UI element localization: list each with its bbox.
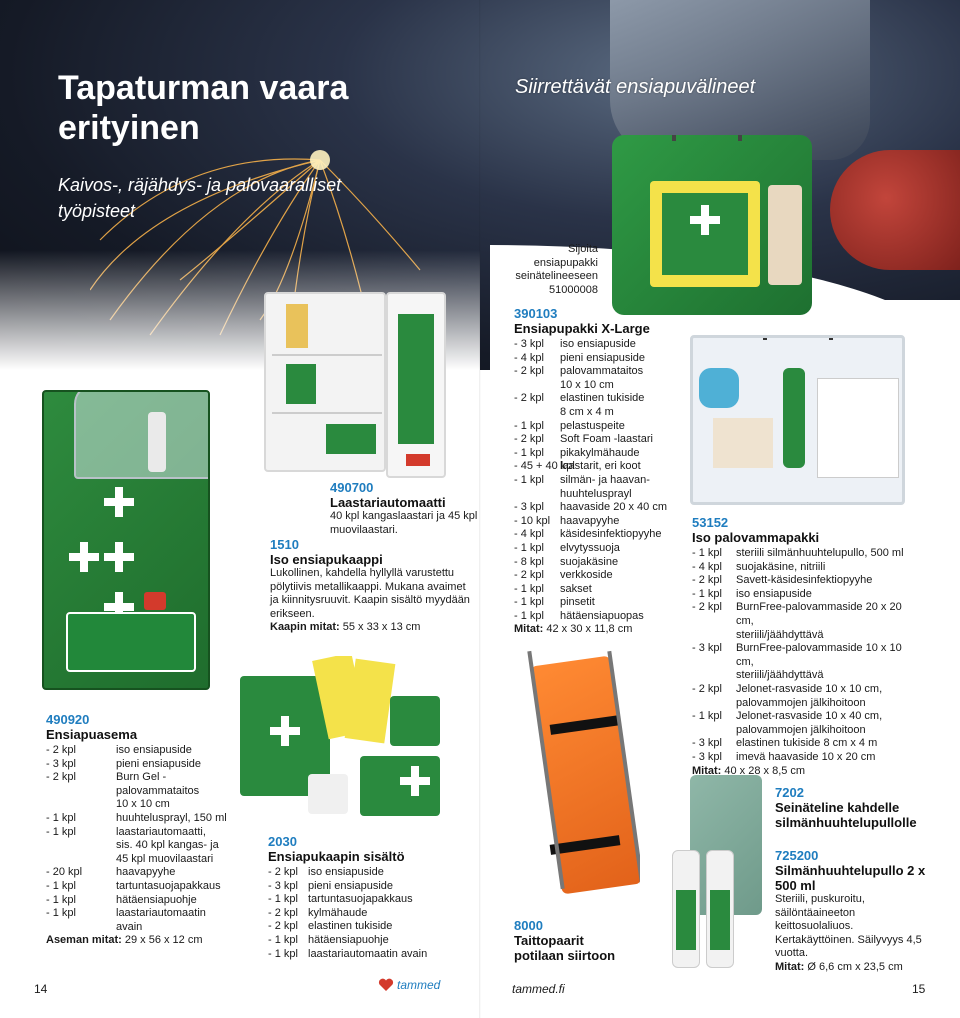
item-quantity: - 2 kpl bbox=[692, 601, 722, 614]
contents-item bbox=[514, 406, 684, 420]
contents-item bbox=[514, 379, 684, 393]
contents-item bbox=[514, 365, 684, 379]
size-label: Mitat: bbox=[514, 623, 544, 636]
item-description: tartuntasuojapakkaus bbox=[116, 879, 221, 892]
item-quantity: - 3 kpl bbox=[692, 750, 722, 763]
item-description: huuhtelusprayl, 150 ml bbox=[116, 811, 227, 824]
contents-item bbox=[46, 758, 236, 772]
product-description: Steriili, puskuroitu, säilöntäaineeton keittosuolaliuos. Kertakäyttöinen. Säilyvyys 4,5 vuotta. bbox=[775, 893, 922, 960]
caption-line: 51000008 bbox=[549, 283, 598, 296]
eyewash-bottles-image bbox=[668, 850, 738, 970]
item-description: pieni ensiapuside bbox=[308, 879, 394, 892]
item-quantity: - 1 kpl bbox=[514, 419, 544, 432]
welder-glove-image bbox=[830, 150, 960, 270]
product-name: Iso palovammapakki bbox=[692, 530, 820, 545]
item-description: avain bbox=[116, 920, 143, 933]
heart-icon bbox=[378, 978, 394, 992]
contents-item bbox=[514, 569, 684, 583]
item-description: laastariautomaatin bbox=[116, 907, 206, 920]
contents-item bbox=[692, 669, 922, 683]
product-name: Laastariautomaatti bbox=[330, 495, 446, 510]
contents-item bbox=[514, 515, 684, 529]
product-code: 8000 bbox=[514, 918, 543, 933]
product-size bbox=[692, 765, 922, 779]
item-quantity: - 1 kpl bbox=[692, 587, 722, 600]
item-quantity: - 3 kpl bbox=[692, 737, 722, 750]
item-description: haavapyyhe bbox=[560, 514, 620, 527]
contents-item bbox=[514, 528, 684, 542]
item-description: haavapyyhe bbox=[116, 866, 176, 879]
contents-item bbox=[46, 839, 236, 853]
item-quantity: - 4 kpl bbox=[514, 351, 544, 364]
item-quantity: - 1 kpl bbox=[268, 933, 298, 946]
item-quantity: - 1 kpl bbox=[514, 582, 544, 595]
item-description: haavaside 20 x 40 cm bbox=[560, 501, 668, 514]
item-quantity: - 2 kpl bbox=[268, 906, 298, 919]
item-description: BurnFree-palovammaside 20 x 20 cm, bbox=[736, 601, 902, 627]
contents-item bbox=[268, 934, 468, 948]
burn-care-kit-image bbox=[690, 335, 905, 505]
contents-item bbox=[46, 880, 236, 894]
contents-list bbox=[514, 338, 684, 623]
contents-item bbox=[514, 596, 684, 610]
item-description: BurnFree-palovammaside 10 x 10 cm, bbox=[736, 642, 902, 668]
item-description: sakset bbox=[560, 582, 592, 595]
item-quantity bbox=[692, 697, 736, 711]
product-390103 bbox=[514, 306, 684, 637]
item-quantity: - 1 kpl bbox=[514, 473, 544, 486]
item-quantity: - 2 kpl bbox=[268, 866, 298, 878]
size-value: 55 x 33 x 13 cm bbox=[342, 621, 421, 634]
item-description: laastariautomaatti, bbox=[116, 825, 206, 838]
item-description: iso ensiapuside bbox=[116, 744, 192, 756]
item-quantity: - 2 kpl bbox=[692, 574, 722, 587]
item-description: 45 kpl muovilaastari bbox=[116, 852, 214, 865]
item-quantity: - 1 kpl bbox=[46, 825, 76, 838]
contents-item bbox=[46, 798, 236, 812]
product-code: 490920 bbox=[46, 712, 90, 727]
item-description: elastinen tukiside bbox=[560, 392, 645, 405]
item-quantity: - 10 kpl bbox=[514, 514, 551, 527]
item-description: Jelonet-rasvaside 10 x 10 cm, bbox=[736, 682, 883, 695]
item-description: hätäensiapuopas bbox=[560, 609, 644, 622]
wall-bracket-caption bbox=[510, 243, 598, 297]
item-description: Soft Foam -laastari bbox=[560, 433, 653, 446]
item-description: käsidesinfektiopyyhe bbox=[560, 528, 662, 541]
contents-item bbox=[692, 588, 922, 602]
product-size bbox=[514, 623, 684, 637]
contents-item bbox=[514, 338, 684, 352]
item-quantity: - 3 kpl bbox=[514, 501, 544, 514]
product-2030 bbox=[268, 834, 468, 961]
contents-item bbox=[514, 433, 684, 447]
item-description: Burn Gel -palovammataitos bbox=[116, 771, 200, 797]
size-label: Aseman mitat: bbox=[46, 934, 122, 947]
item-quantity bbox=[514, 379, 560, 393]
item-description: verkkoside bbox=[560, 569, 613, 582]
product-code: 725200 bbox=[775, 848, 819, 863]
item-quantity bbox=[46, 921, 116, 935]
item-quantity: - 2 kpl bbox=[514, 433, 544, 446]
contents-item bbox=[46, 907, 236, 921]
contents-item bbox=[268, 907, 468, 921]
item-description: suojakäsine, nitriili bbox=[736, 560, 826, 573]
item-quantity: - 1 kpl bbox=[692, 710, 722, 723]
size-value: Ø 6,6 cm x 23,5 cm bbox=[807, 960, 903, 973]
item-description: palovammataitos bbox=[560, 365, 644, 378]
size-label: Mitat: bbox=[775, 960, 805, 973]
item-description: tartuntasuojapakkaus bbox=[308, 893, 413, 906]
contents-item bbox=[514, 501, 684, 515]
item-description: imevä haavaside 10 x 20 cm bbox=[736, 750, 876, 763]
item-description: palovammojen jälkihoitoon bbox=[736, 723, 866, 736]
item-description: hätäensiapuohje bbox=[308, 933, 389, 946]
product-name: Ensiapukaapin sisältö bbox=[268, 849, 405, 864]
contents-item bbox=[692, 724, 922, 738]
product-name: Silmänhuuhtelupullo 2 x 500 ml bbox=[775, 863, 926, 893]
item-quantity bbox=[514, 406, 560, 420]
item-description: sis. 40 kpl kangas- ja bbox=[116, 839, 219, 852]
item-quantity: - 1 kpl bbox=[514, 541, 544, 554]
first-aid-station-image bbox=[42, 390, 210, 690]
contents-item bbox=[692, 601, 922, 628]
contents-item bbox=[514, 542, 684, 556]
product-name: Ensiapupakki X-Large bbox=[514, 321, 650, 336]
item-description: iso ensiapuside bbox=[736, 587, 812, 600]
item-description: elastinen tukiside bbox=[308, 920, 393, 933]
item-quantity bbox=[692, 724, 736, 738]
logo-text: tammed bbox=[397, 978, 441, 992]
item-quantity: - 1 kpl bbox=[46, 879, 76, 892]
contents-item bbox=[46, 921, 236, 935]
contents-item bbox=[268, 920, 468, 934]
product-name: Iso ensiapukaappi bbox=[270, 552, 383, 567]
product-code: 1510 bbox=[270, 537, 299, 552]
item-quantity: - 1 kpl bbox=[268, 893, 298, 906]
contents-item bbox=[692, 683, 922, 697]
item-description: pieni ensiapuside bbox=[116, 757, 202, 770]
item-description: kylmähaude bbox=[308, 906, 368, 919]
page-number-right: 15 bbox=[912, 982, 926, 996]
item-quantity bbox=[692, 669, 736, 683]
item-quantity bbox=[692, 629, 736, 643]
product-725200 bbox=[775, 848, 935, 975]
item-quantity: - 1 kpl bbox=[692, 547, 722, 559]
contents-item bbox=[514, 610, 684, 624]
item-quantity: - 2 kpl bbox=[46, 771, 76, 784]
item-quantity: - 1 kpl bbox=[514, 609, 544, 622]
item-quantity: - 2 kpl bbox=[692, 682, 722, 695]
item-description: pieni ensiapuside bbox=[560, 351, 646, 364]
product-description: Lukollinen, kahdella hyllyllä varustettu pölytiivis metallikaappi. Mukana avaimet ja kiinnitysruuvit. Kaapin sisältö myydään erikseen. bbox=[270, 567, 470, 620]
item-quantity: - 2 kpl bbox=[46, 744, 76, 756]
contents-item bbox=[514, 460, 684, 474]
contents-item bbox=[692, 751, 922, 765]
contents-item bbox=[692, 710, 922, 724]
item-quantity: - 2 kpl bbox=[514, 392, 544, 405]
page-number-left: 14 bbox=[34, 982, 48, 996]
item-description: pikakylmähaude bbox=[560, 446, 640, 459]
product-53152 bbox=[692, 515, 922, 778]
contents-item bbox=[514, 583, 684, 597]
contents-item bbox=[514, 556, 684, 570]
item-description: pinsetit bbox=[560, 596, 595, 609]
page-subtitle: Kaivos-, räjähdys- ja palovaaralliset työpisteet bbox=[58, 175, 342, 221]
product-8000 bbox=[514, 918, 634, 963]
contents-item bbox=[692, 561, 922, 575]
item-description: 8 cm x 4 m bbox=[560, 405, 614, 418]
item-quantity: - 3 kpl bbox=[268, 879, 298, 892]
contents-item bbox=[514, 392, 684, 406]
size-label: Kaapin mitat: bbox=[270, 621, 340, 634]
item-description: Savett-käsidesinfektiopyyhe bbox=[736, 574, 873, 587]
item-quantity: - 1 kpl bbox=[46, 893, 76, 906]
section-title: Siirrettävät ensiapuvälineet bbox=[515, 76, 756, 98]
product-code: 390103 bbox=[514, 306, 558, 321]
product-size bbox=[46, 934, 236, 948]
item-description: iso ensiapuside bbox=[308, 866, 384, 878]
contents-item bbox=[46, 866, 236, 880]
contents-item bbox=[268, 866, 468, 880]
contents-item bbox=[268, 948, 468, 962]
item-description: huuhtelusprayl bbox=[560, 487, 632, 500]
item-description: iso ensiapuside bbox=[560, 338, 636, 350]
contents-item bbox=[46, 771, 236, 798]
page-title: Tapaturman vaara erityinen bbox=[58, 69, 349, 147]
item-quantity: - 1 kpl bbox=[514, 446, 544, 459]
contents-item bbox=[268, 880, 468, 894]
item-description: suojakäsine bbox=[560, 555, 619, 568]
item-quantity: - 3 kpl bbox=[692, 642, 722, 655]
item-quantity: - 1 kpl bbox=[46, 907, 76, 920]
item-quantity: - 45 + 40 kpl bbox=[514, 460, 575, 473]
contents-item bbox=[692, 697, 922, 711]
item-quantity: - 2 kpl bbox=[268, 920, 298, 933]
size-value: 42 x 30 x 11,8 cm bbox=[546, 623, 633, 636]
item-quantity: - 1 kpl bbox=[46, 811, 76, 824]
tammed-logo bbox=[378, 978, 440, 992]
item-quantity: - 2 kpl bbox=[514, 569, 544, 582]
caption-line: seinätelineeseen bbox=[515, 270, 598, 283]
first-aid-case-wall-image bbox=[612, 135, 812, 315]
contents-item bbox=[514, 488, 684, 502]
product-name: Taittopaarit potilaan siirtoon bbox=[514, 933, 616, 963]
item-description: silmän- ja haavan- bbox=[560, 473, 650, 486]
product-name: Ensiapuasema bbox=[46, 727, 138, 742]
item-description: 10 x 10 cm bbox=[116, 798, 170, 811]
item-quantity: - 20 kpl bbox=[46, 866, 83, 879]
contents-item bbox=[46, 894, 236, 908]
item-description: 10 x 10 cm bbox=[560, 378, 614, 391]
contents-item bbox=[514, 447, 684, 461]
item-quantity: - 1 kpl bbox=[268, 947, 298, 960]
product-1510 bbox=[270, 537, 470, 635]
stretcher-image bbox=[520, 640, 640, 900]
contents-list bbox=[692, 547, 922, 765]
product-size bbox=[270, 621, 470, 635]
item-description: laastariautomaatin avain bbox=[308, 947, 428, 960]
cabinet-contents-image bbox=[240, 656, 440, 821]
footer-url[interactable]: tammed.fi bbox=[512, 982, 565, 996]
item-description: hätäensiapuohje bbox=[116, 893, 197, 906]
contents-item bbox=[268, 893, 468, 907]
item-quantity: - 4 kpl bbox=[514, 528, 544, 541]
item-description: steriili/jäähdyttävä bbox=[736, 669, 824, 682]
contents-item bbox=[46, 812, 236, 826]
item-quantity bbox=[514, 488, 560, 502]
product-490700 bbox=[330, 480, 480, 537]
product-code: 7202 bbox=[775, 785, 804, 800]
contents-item bbox=[692, 737, 922, 751]
item-description: steriili silmänhuuhtelupullo, 500 ml bbox=[736, 547, 904, 559]
item-quantity bbox=[46, 839, 116, 853]
contents-item bbox=[514, 474, 684, 488]
item-description: laastarit, eri koot bbox=[560, 460, 641, 473]
contents-item bbox=[692, 547, 922, 561]
item-description: Jelonet-rasvaside 10 x 40 cm, bbox=[736, 710, 883, 723]
item-description: elvytyssuoja bbox=[560, 541, 620, 554]
item-quantity bbox=[46, 853, 116, 867]
contents-item bbox=[692, 629, 922, 643]
cabinet-door-image bbox=[386, 292, 446, 478]
item-quantity: - 2 kpl bbox=[514, 365, 544, 378]
item-quantity: - 3 kpl bbox=[46, 757, 76, 770]
item-quantity bbox=[46, 798, 116, 812]
contents-item bbox=[514, 420, 684, 434]
size-label: Mitat: bbox=[692, 764, 722, 777]
product-code: 53152 bbox=[692, 515, 729, 530]
product-code: 490700 bbox=[330, 480, 374, 495]
caption-line: ensiapupakki bbox=[533, 256, 598, 269]
product-description: 40 kpl kangaslaastari ja 45 kpl muovilaastari. bbox=[330, 510, 478, 536]
size-value: 40 x 28 x 8,5 cm bbox=[724, 764, 806, 777]
contents-item bbox=[692, 574, 922, 588]
item-description: elastinen tukiside 8 cm x 4 m bbox=[736, 737, 878, 750]
item-quantity: - 1 kpl bbox=[514, 596, 544, 609]
contents-list bbox=[46, 744, 236, 934]
product-size bbox=[775, 961, 935, 975]
product-code: 2030 bbox=[268, 834, 297, 849]
product-490920 bbox=[46, 712, 236, 948]
product-7202 bbox=[775, 785, 935, 830]
item-quantity: - 8 kpl bbox=[514, 555, 544, 568]
item-description: steriili/jäähdyttävä bbox=[736, 628, 824, 641]
item-quantity: - 4 kpl bbox=[692, 560, 722, 573]
contents-item bbox=[46, 744, 236, 758]
size-value: 29 x 56 x 12 cm bbox=[124, 934, 203, 947]
contents-item bbox=[46, 853, 236, 867]
large-first-aid-cabinet-image bbox=[264, 292, 386, 472]
item-description: palovammojen jälkihoitoon bbox=[736, 696, 866, 709]
contents-item bbox=[692, 642, 922, 669]
contents-item bbox=[46, 826, 236, 840]
caption-line: Sijoita bbox=[568, 243, 598, 255]
item-description: pelastuspeite bbox=[560, 419, 625, 432]
product-name: Seinäteline kahdelle silmänhuuhtelupullolle bbox=[775, 800, 917, 830]
item-quantity: - 3 kpl bbox=[514, 338, 544, 350]
contents-item bbox=[514, 352, 684, 366]
contents-list bbox=[268, 866, 468, 961]
